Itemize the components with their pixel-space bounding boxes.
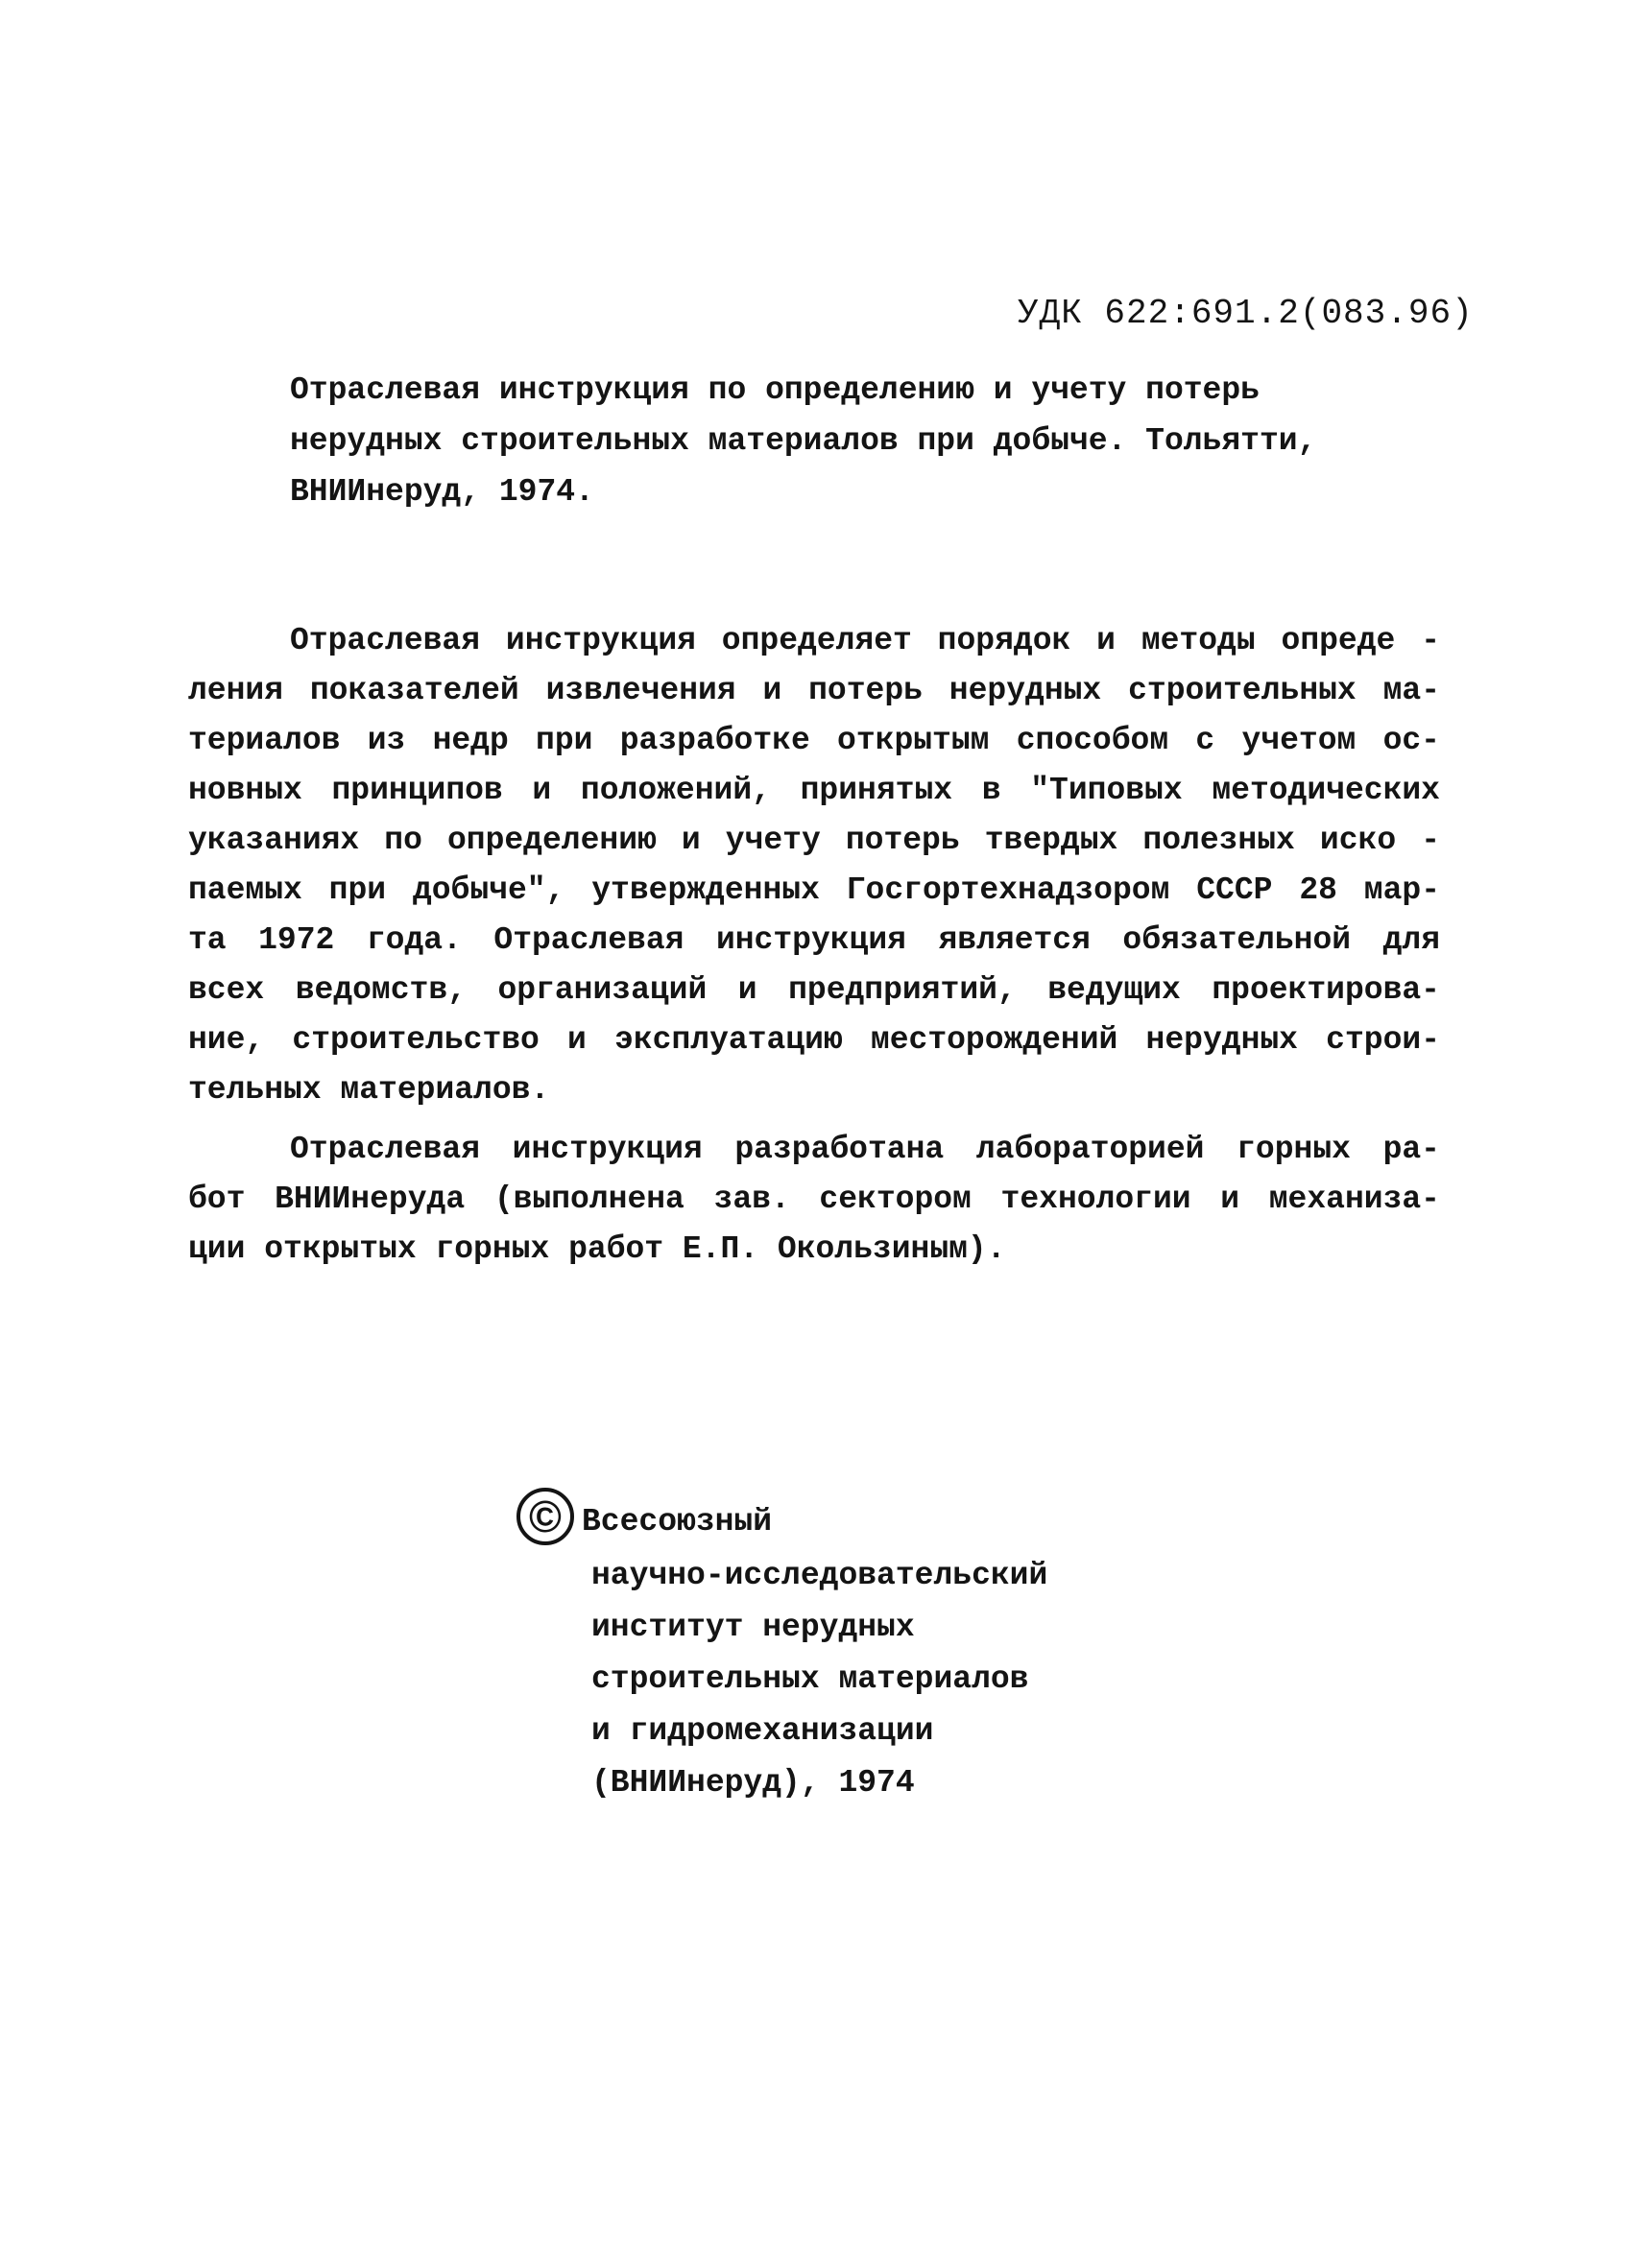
abstract-line-3: териалов из недр при разработке открытым способом с учетом ос- bbox=[188, 723, 1440, 758]
copyright-line-3: институт нерудных bbox=[591, 1610, 915, 1645]
authorship-line-1: Отраслевая инструкция разработана лабораторией горных ра- bbox=[290, 1132, 1440, 1167]
abstract-line-6: паемых при добыче", утвержденных Госгортехнадзором СССР 28 мар- bbox=[188, 872, 1440, 908]
abstract-line-9: ние, строительство и эксплуатацию месторождений нерудных строи- bbox=[188, 1022, 1440, 1058]
copyright-line-4: строительных материалов bbox=[591, 1661, 1029, 1697]
abstract-line-5: указаниях по определению и учету потерь твердых полезных иско - bbox=[188, 823, 1440, 858]
authorship-line-2: бот ВНИИнеруда (выполнена зав. сектором технологии и механиза- bbox=[188, 1182, 1440, 1217]
copyright-line-5: и гидромеханизации bbox=[591, 1713, 934, 1749]
udk-code: УДК 622:691.2(083.96) bbox=[1018, 294, 1474, 333]
citation-line-2: нерудных строительных материалов при добыче. Тольятти, bbox=[290, 423, 1317, 459]
abstract-line-10: тельных материалов. bbox=[188, 1072, 550, 1108]
citation-line-1: Отраслевая инструкция по определению и учету потерь bbox=[290, 372, 1260, 408]
abstract-line-4: новных принципов и положений, принятых в "Типовых методических bbox=[188, 773, 1440, 808]
copyright-line-2: научно-исследовательский bbox=[591, 1558, 1048, 1593]
copyright-line-6: (ВНИИнеруд), 1974 bbox=[591, 1765, 915, 1801]
citation-line-3: ВНИИнеруд, 1974. bbox=[290, 474, 594, 510]
copyright-line-1: Всесоюзный bbox=[582, 1504, 773, 1540]
abstract-line-7: та 1972 года. Отраслевая инструкция является обязательной для bbox=[188, 922, 1440, 958]
copyright-icon: © bbox=[516, 1488, 574, 1545]
authorship-line-3: ции открытых горных работ Е.П. Окользиным). bbox=[188, 1231, 1006, 1267]
abstract-line-1: Отраслевая инструкция определяет порядок и методы опреде - bbox=[290, 623, 1440, 658]
abstract-line-2: ления показателей извлечения и потерь нерудных строительных ма- bbox=[188, 673, 1440, 708]
abstract-line-8: всех ведомств, организаций и предприятий, ведущих проектирова- bbox=[188, 972, 1440, 1008]
